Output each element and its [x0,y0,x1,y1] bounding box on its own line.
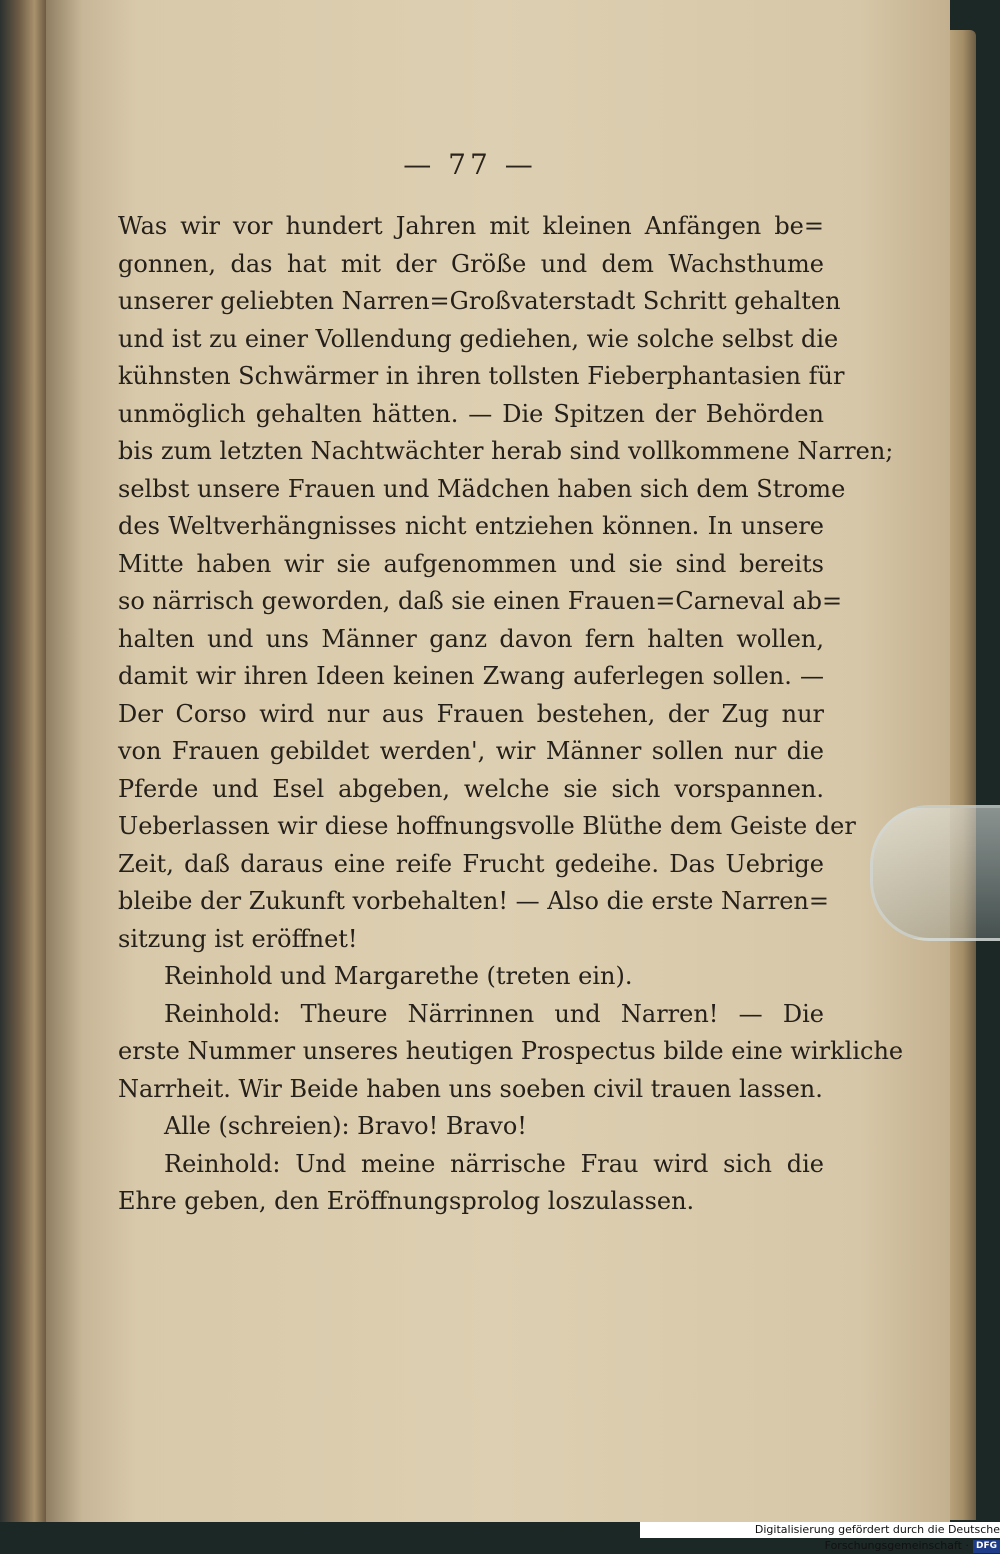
text-line: des Weltverhängnisses nicht entziehen können. In unsere [118,512,824,540]
page-edge [950,30,976,1520]
text-line: unmöglich gehalten hätten. — Die Spitzen der Behörden [118,399,824,428]
dialogue-line: Alle (schreien): Bravo! Bravo! [164,1112,527,1140]
dialogue-line: Reinhold: Und meine närrische Frau wird sich die [164,1149,824,1178]
text-line: bleibe der Zukunft vorbehalten! — Also die erste Narren= [118,887,829,915]
text-line: Der Corso wird nur aus Frauen bestehen, der Zug nur [118,699,824,728]
text-line: Ueberlassen wir diese hoffnungsvolle Blüthe dem Geiste der [118,812,856,840]
text-line: damit wir ihren Ideen keinen Zwang auferlegen sollen. — [118,662,824,690]
text-line: sitzung ist eröffnet! [118,924,358,953]
text-line: und ist zu einer Vollendung gediehen, wie solche selbst die [118,324,839,353]
dfg-logo: DFG [973,1540,1000,1553]
text-line: unserer geliebten Narren=Großvaterstadt Schritt gehalten [118,287,841,315]
dialogue-line: Ehre geben, den Eröffnungsprolog loszulassen. [118,1187,695,1215]
text-line: bis zum letzten Nachtwächter herab sind vollkommene Narren; [118,437,894,465]
text-line: Mitte haben wir sie aufgenommen und sie sind bereits [118,549,824,578]
text-line: Pferde und Esel abgeben, welche sie sich vorspannen. [118,774,824,803]
book-spine [0,0,46,1522]
credit-text: Digitalisierung gefördert durch die Deutsche Forschungsgemeinschaft · [754,1523,1000,1552]
dialogue-line: erste Nummer unseres heutigen Prospectus bilde eine wirkliche [118,1037,904,1065]
text-line: so närrisch geworden, daß sie einen Frauen=Carneval ab= [118,587,843,615]
digitization-credit [640,1522,1000,1552]
text-line: von Frauen gebildet werden', wir Männer sollen nur die [118,737,824,765]
text-line: kühnsten Schwärmer in ihren tollsten Fieberphantasien für [118,362,845,390]
text-line: gonnen, das hat mit der Größe und dem Wachsthume [118,249,824,278]
dialogue-line: Reinhold: Theure Närrinnen und Narren! — Die [164,999,824,1028]
stage-direction-line: Reinhold und Margarethe (treten ein). [164,962,633,990]
body-text [118,208,904,1221]
page-number: — 77 — [403,148,537,181]
text-line: Was wir vor hundert Jahren mit kleinen Anfängen be= [118,212,824,240]
bookmark-clip [870,805,1000,941]
text-line: Zeit, daß daraus eine reife Frucht gedeihe. Das Uebrige [118,849,824,878]
text-line: halten und uns Männer ganz davon fern halten wollen, [118,624,824,653]
dialogue-line: Narrheit. Wir Beide haben uns soeben civil trauen lassen. [118,1074,823,1103]
text-line: selbst unsere Frauen und Mädchen haben sich dem Strome [118,474,846,503]
